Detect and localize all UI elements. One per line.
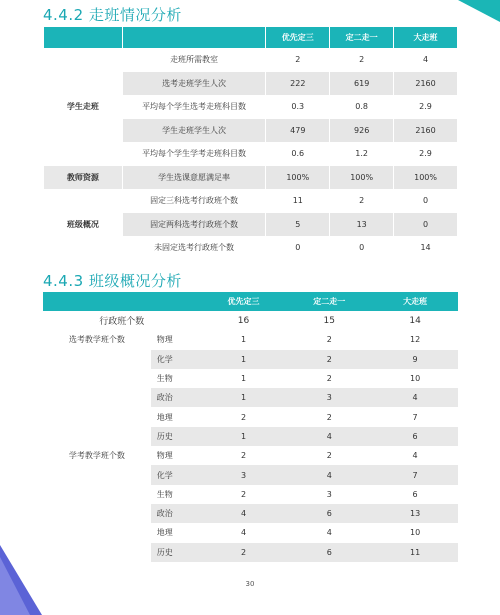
metric-label: 学生走班学生人次 <box>122 119 266 143</box>
value-cell: 0 <box>394 189 458 213</box>
section-title-4-4-2: 4.4.2 走班情况分析 <box>43 6 182 24</box>
value-cell: 6 <box>286 504 372 523</box>
metric-label: 固定两科选考行政班个数 <box>122 213 266 237</box>
table-header-row <box>44 27 458 48</box>
subject-label: 物理 <box>156 451 173 461</box>
value-cell: 1 <box>240 335 247 345</box>
value-cell: 2 <box>240 489 247 499</box>
subject-label: 化学 <box>151 465 201 484</box>
value-cell: 619 <box>330 72 394 96</box>
value-cell: 100% <box>266 166 330 190</box>
value-cell: 2 <box>201 543 287 562</box>
header-cell: 优先定三 <box>201 292 287 311</box>
subject-label: 历史 <box>151 543 201 562</box>
metric-label: 平均每个学生学考走班科目数 <box>122 142 266 166</box>
value-cell: 3 <box>286 388 372 407</box>
value-cell: 0 <box>394 213 458 237</box>
subject-label: 地理 <box>156 412 173 422</box>
header-cell: 定二走一 <box>286 292 372 311</box>
table-row <box>43 330 458 349</box>
value-cell: 12 <box>409 335 421 345</box>
group-label <box>43 407 151 426</box>
subject-label: 物理 <box>156 335 173 345</box>
value-cell: 100% <box>394 166 458 190</box>
group-label <box>43 388 151 407</box>
header-cell: 优先定三 <box>266 27 330 48</box>
value-cell: 2 <box>326 412 332 422</box>
table-header-row <box>43 292 458 311</box>
value-cell: 4 <box>372 388 458 407</box>
value-cell: 4 <box>286 465 372 484</box>
table-row <box>43 465 458 484</box>
value-cell: 1 <box>201 388 287 407</box>
value-cell: 2 <box>326 451 332 461</box>
table-row <box>43 485 458 504</box>
page-number: 30 <box>245 580 255 588</box>
group-label <box>43 465 151 484</box>
value-cell: 6 <box>412 489 418 499</box>
value-cell: 7 <box>372 465 458 484</box>
header-cell: 大走班 <box>394 27 458 48</box>
class-overview-table <box>43 292 458 562</box>
value-cell: 4 <box>326 528 332 538</box>
section-title-4-4-3: 4.4.3 班级概况分析 <box>43 272 182 290</box>
header-cell: 定二走一 <box>330 27 394 48</box>
group-label <box>43 543 151 562</box>
corner-decoration-top-right <box>458 0 500 22</box>
value-cell: 10 <box>409 374 421 384</box>
group-label <box>43 350 151 369</box>
value-cell: 0.8 <box>330 95 394 119</box>
value-cell: 6 <box>372 427 458 446</box>
table-row <box>43 369 458 388</box>
subject-label: 生物 <box>156 374 173 384</box>
value-cell: 1.2 <box>330 142 394 166</box>
table-row <box>44 48 458 72</box>
value-cell: 11 <box>372 543 458 562</box>
header-cell <box>44 27 123 48</box>
value-cell: 10 <box>409 528 421 538</box>
value-cell: 2 <box>240 412 247 422</box>
value-cell: 4 <box>240 528 247 538</box>
value-cell: 479 <box>266 119 330 143</box>
value-cell: 0 <box>266 236 330 260</box>
walking-class-table <box>43 27 458 260</box>
value-cell: 16 <box>237 315 250 326</box>
group-label: 教师资源 <box>44 166 123 190</box>
value-cell: 100% <box>330 166 394 190</box>
value-cell: 0.3 <box>266 95 330 119</box>
table-row <box>43 446 458 465</box>
metric-label: 学生选课意愿满足率 <box>122 166 266 190</box>
table-row <box>43 543 458 562</box>
header-cell <box>151 292 201 311</box>
value-cell: 4 <box>412 451 418 461</box>
header-cell: 大走班 <box>372 292 458 311</box>
value-cell: 2 <box>330 48 394 72</box>
value-cell: 3 <box>326 489 332 499</box>
value-cell: 2 <box>240 451 247 461</box>
value-cell: 6 <box>286 543 372 562</box>
value-cell: 2.9 <box>394 142 458 166</box>
table-row <box>43 311 458 330</box>
value-cell: 4 <box>201 504 287 523</box>
value-cell: 1 <box>201 427 287 446</box>
header-cell <box>43 292 151 311</box>
value-cell: 15 <box>323 315 335 326</box>
header-cell <box>122 27 266 48</box>
table-row <box>44 166 458 190</box>
metric-label: 平均每个学生选考走班科目数 <box>122 95 266 119</box>
table-row <box>43 504 458 523</box>
subject-label: 政治 <box>151 388 201 407</box>
value-cell: 222 <box>266 72 330 96</box>
metric-label: 走班所需教室 <box>122 48 266 72</box>
table-row <box>43 427 458 446</box>
table-row <box>43 523 458 542</box>
value-cell: 1 <box>240 374 247 384</box>
value-cell: 2 <box>326 374 332 384</box>
value-cell: 13 <box>372 504 458 523</box>
value-cell: 926 <box>330 119 394 143</box>
value-cell: 2.9 <box>394 95 458 119</box>
value-cell: 2 <box>286 350 372 369</box>
group-label: 班级概况 <box>44 189 123 260</box>
metric-label: 固定三科选考行政班个数 <box>122 189 266 213</box>
row-label: 行政班个数 <box>99 317 145 328</box>
group-label: 选考教学班个数 <box>68 335 125 345</box>
metric-label: 未固定选考行政班个数 <box>122 236 266 260</box>
group-label <box>43 427 151 446</box>
value-cell: 9 <box>372 350 458 369</box>
value-cell: 5 <box>266 213 330 237</box>
value-cell: 3 <box>201 465 287 484</box>
value-cell: 2160 <box>394 119 458 143</box>
value-cell: 2 <box>326 335 332 345</box>
value-cell: 4 <box>286 427 372 446</box>
subject-label: 历史 <box>151 427 201 446</box>
subject-label: 生物 <box>156 489 173 499</box>
group-label: 学生走班 <box>44 48 123 166</box>
subject-label: 化学 <box>151 350 201 369</box>
table-row <box>44 189 458 213</box>
group-label <box>43 523 151 542</box>
value-cell: 13 <box>330 213 394 237</box>
table-row <box>43 407 458 426</box>
metric-label: 选考走班学生人次 <box>122 72 266 96</box>
value-cell: 11 <box>266 189 330 213</box>
table-row <box>43 388 458 407</box>
value-cell: 1 <box>201 350 287 369</box>
subject-label: 地理 <box>156 528 173 538</box>
value-cell: 14 <box>409 315 421 326</box>
group-label <box>43 369 151 388</box>
group-label: 学考教学班个数 <box>68 451 125 461</box>
table-row <box>43 350 458 369</box>
group-label <box>43 485 151 504</box>
value-cell: 0 <box>330 236 394 260</box>
value-cell: 4 <box>394 48 458 72</box>
value-cell: 14 <box>394 236 458 260</box>
value-cell: 7 <box>412 412 418 422</box>
value-cell: 2160 <box>394 72 458 96</box>
value-cell: 2 <box>266 48 330 72</box>
group-label <box>43 504 151 523</box>
subject-label: 政治 <box>151 504 201 523</box>
value-cell: 2 <box>330 189 394 213</box>
value-cell: 0.6 <box>266 142 330 166</box>
